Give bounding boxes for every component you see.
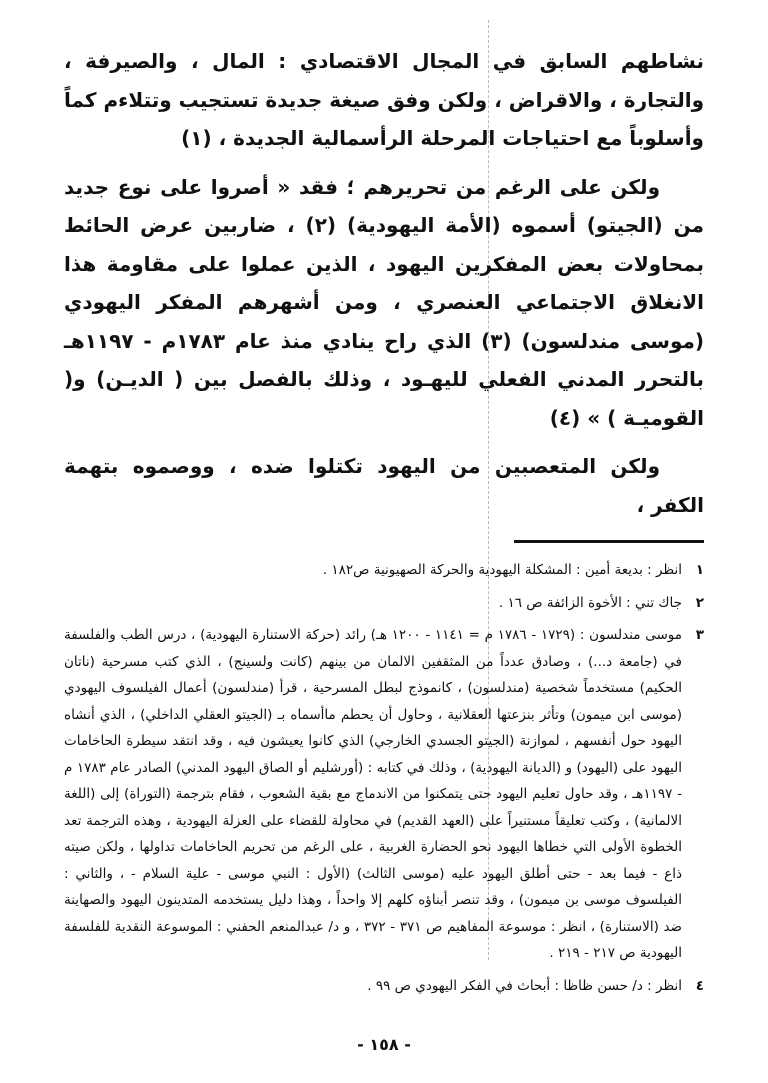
footnote-number: ٢ bbox=[695, 594, 704, 611]
page-number: - ١٥٨ - bbox=[357, 1035, 411, 1054]
footnote-2 bbox=[64, 590, 704, 617]
footnote-number: ١ bbox=[695, 562, 704, 578]
paragraph-1: نشاطهم السابق في المجال الاقتصادي : المال ، والصيرفة ، والتجارة ، والاقراض ، ولكن وفق صيغة جديدة تستجيب وتتلاءم كماً وأسلوباً مع احتياجات المرحلة الرأسمالية الجديدة ، (١) bbox=[64, 49, 704, 150]
footnote-number: ٤ bbox=[695, 977, 704, 994]
footnote-4 bbox=[64, 973, 704, 1000]
paragraph-3: ولكن المتعصبين من اليهود تكتلوا ضده ، ووصموه بتهمة الكفر ، bbox=[64, 454, 704, 517]
footnote-number: ٣ bbox=[695, 627, 704, 643]
footnote-text: موسى مندلسون : (١٧٢٩ - ١٧٨٦ م = ١١٤١ - ١٢٠٠ هـ) رائد (حركة الاستنارة اليهودية) ، درس الطب والفلسفة في (جامعة د...) ، وصادق عدداً من المثقفين الالمان من بينهم (كانت ولسينج) ، الذي كتب مسرحية (ناتان الحكيم) مستخدماً شخصية (مندلسون) ، كانموذج لبطل المسرحية ، قرأ (مندلسون) أعمال الفيلسوف اليهودي (موسى ابن ميمون) وتأثر بنزعتها العقلانية ، وحاول أن يحطم ماأسماه بـ (الجيتو العقلي الداخلي) ، الذي أنشاه اليهود حول أنفسهم ، لموازنة (الجيتو الجسدي الخارجي) الذي كانوا يعيشون فيه ، وقد انتقد سيطرة الحاخامات اليهود على (اليهود) و (الديانة اليهودية) ، وذلك في كتابه : (أورشليم أو الصاق اليهود المدني) الصادر عام ١٧٨٣ م - ١١٩٧هـ ، وقد حاول تعليم اليهود حتى يتمكنوا من الاندماج مع بقية الشعوب ، فقام بترجمة (التوراة) إلى (اللغة الالمانية) ، وكتب تعليقاً مستنيراً على (العهد القديم) في محاولة للقضاء على العزلة اليهودية ، وهذه الترجمة تعد الخطوة الأولى التي خطاها اليهود نحو الحضارة الغربية ، على الرغم من تحريم الحاخامات تداولها ، ولكن صيته ذاع - فيما بعد - حتى أطلق اليهود عليه (موسى الثالث) (الأول : النبي موسى - علية السلام - ، والثاني : الفيلسوف موسى بن ميمون) ، وقد تنصر أبناؤه كلهم إلا واحداً ، وهذا دليل يستخدمه المتدينون اليهود والصهاينة ضد (الاستنارة) ، انظر : موسوعة المفاهيم ص ٣٧١ - ٣٧٢ ، و د/ عبدالمنعم الحفني : الموسوعة النقدية للفلسفة اليهودية ص ٢١٧ - ٢١٩ . bbox=[64, 627, 683, 961]
footnote-3 bbox=[64, 622, 704, 967]
footnote-text: انظر : بديعة أمين : المشكلة اليهودية والحركة الصهيونية ص١٨٢ . bbox=[322, 562, 682, 578]
paragraph-2: ولكن على الرغم من تحريرهم ؛ فقد « أصروا على نوع جديد من (الجيتو) أسموه (الأمة اليهودية) (٢) ، ضاربين عرض الحائط بمحاولات بعض المفكرين اليهود ، الذين عملوا على مقاومة هذا الانغلاق الاجتماعي العنصري ، ومن أشهرهم المفكر اليهودي (موسى مندلسون) (٣) الذي راح ينادي منذ عام ١٧٨٣م - ١١٩٧هـ بالتحرر المدني الفعلي لليهـود ، وذلك بالفصل بين ( الديـن) و( القوميـة ) » (٤) bbox=[64, 174, 705, 430]
main-text bbox=[64, 42, 704, 524]
footnote-text: انظر : د/ حسن ظاظا : أبحاث في الفكر اليهودي ص ٩٩ . bbox=[367, 977, 682, 994]
footnote-separator bbox=[514, 540, 704, 543]
footnotes bbox=[64, 557, 704, 999]
footnote-1 bbox=[64, 557, 704, 584]
footnote-text: جاك تني : الأخوة الزائفة ص ١٦ . bbox=[498, 594, 682, 611]
